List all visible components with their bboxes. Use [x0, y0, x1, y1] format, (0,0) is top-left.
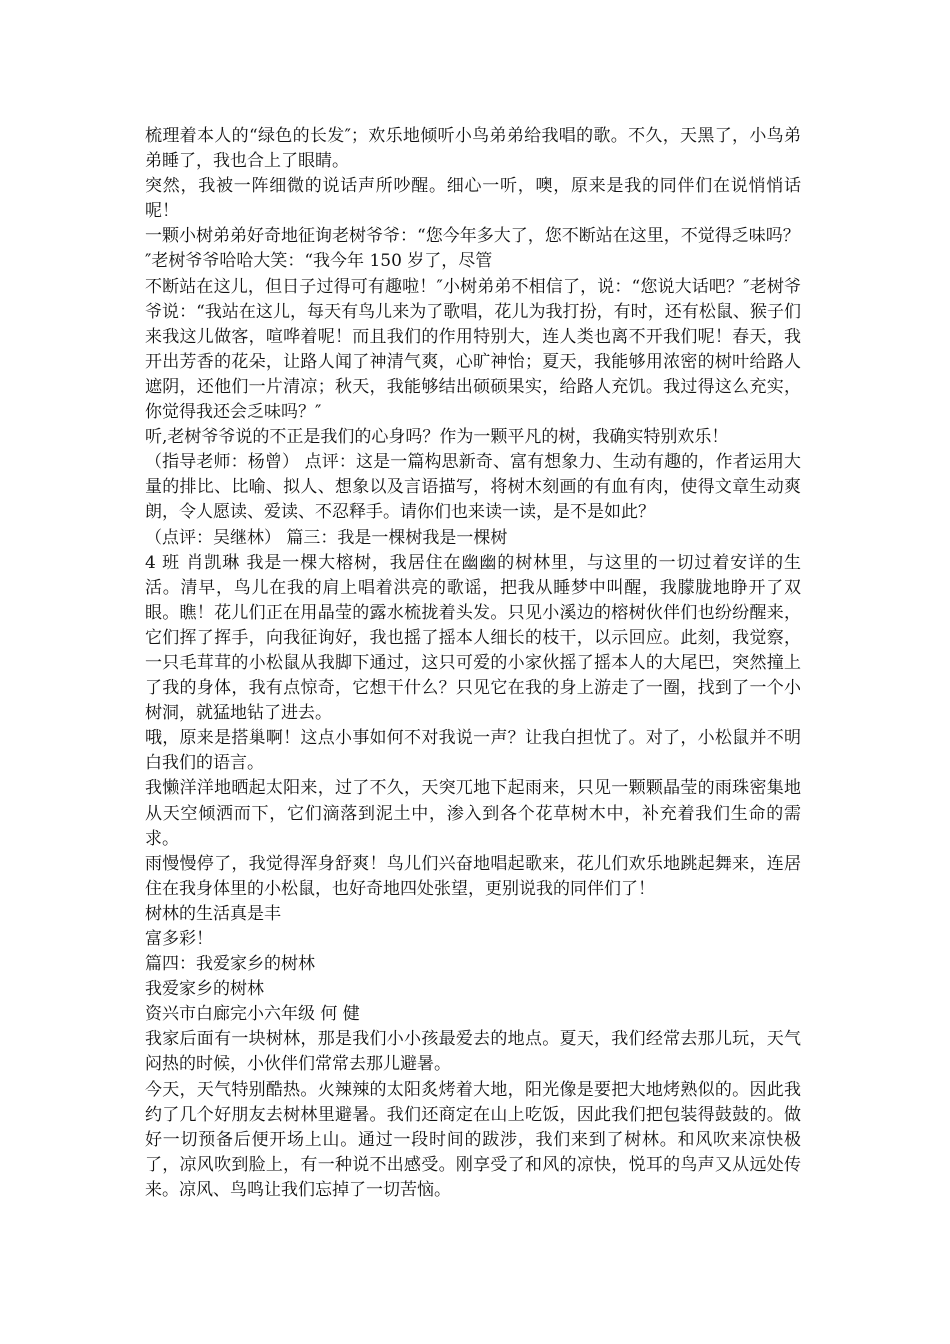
paragraph: 听,老树爷爷说的不正是我们的心身吗？作为一颗平凡的树，我确实特别欢乐！ [145, 427, 729, 448]
article-author: 资兴市白廊完小六年级 何 健 [145, 1004, 360, 1025]
paragraph: 雨慢慢停了，我觉得浑身舒爽！鸟儿们兴奋地唱起歌来，花儿们欢乐地跳起舞来，连居住在我身体里的小松鼠，也好奇地四处张望，更别说我的同伴们了！ [145, 853, 801, 899]
paragraph: 梳理着本人的“绿色的长发″；欢乐地倾听小鸟弟弟给我唱的歌。不久，天黑了，小鸟弟弟睡了，我也合上了眼睛。 [145, 126, 801, 172]
paragraph: 今天，天气特别酷热。火辣辣的太阳炙烤着大地，阳光像是要把大地烤熟似的。因此我约了几个好朋友去树林里避暑。我们还商定在山上吃饭，因此我们把包装得鼓鼓的。做好一切预备后便开场上山。通过一段时间的跋涉，我们来到了树林。和风吹来凉快极了，凉风吹到脸上，有一种说不出感受。刚享受了和风的凉快，悦耳的鸟声又从远处传来。凉风、鸟鸣让我们忘掉了一切苦恼。 [145, 1079, 801, 1200]
paragraph: 突然，我被一阵细微的说话声所吵醒。细心一听，噢，原来是我的同伴们在说悄悄话呢！ [145, 176, 801, 222]
document-body [145, 124, 801, 1203]
paragraph: 不断站在这儿，但日子过得可有趣啦！″小树弟弟不相信了，说：“您说大话吧？″老树爷爷说：“我站在这儿，每天有鸟儿来为了歌唱，花儿为我打扮，有时，还有松鼠、猴子们来我这儿做客，喧哗着呢！而且我们的作用特别大，连人类也离不开我们呢！春天，我开出芳香的花朵，让路人闻了神清气爽，心旷神怡；夏天，我能够用浓密的树叶给路人遮阴，还他们一片清凉；秋天，我能够结出硕硕果实，给路人充饥。我过得这么充实，你觉得我还会乏味吗？″ [145, 276, 801, 423]
section-heading: 篇四：我爱家乡的树林 [145, 954, 315, 975]
paragraph: 我家后面有一块树林，那是我们小小孩最爱去的地点。夏天，我们经常去那儿玩，天气闷热的时候，小伙伴们常常去那儿避暑。 [145, 1029, 801, 1075]
paragraph: 树林的生活真是丰 [145, 903, 281, 924]
section-heading: （点评：吴继林） 篇三：我是一棵树我是一棵树 [145, 527, 508, 548]
paragraph: （指导老师：杨曾） 点评：这是一篇构思新奇、富有想象力、生动有趣的，作者运用大量的排比、比喻、拟人、想象以及言语描写，将树木刻画的有血有肉，使得文章生动爽朗，令人愿读、爱读、不忍释手。请你们也来读一读，是不是如此？ [145, 452, 801, 523]
paragraph: 我懒洋洋地晒起太阳来，过了不久，天突兀地下起雨来，只见一颗颗晶莹的雨珠密集地从天空倾洒而下，它们滴落到泥土中，渗入到各个花草树木中，补充着我们生命的需求。 [145, 778, 801, 849]
paragraph: 4 班 肖凯琳 我是一棵大榕树，我居住在幽幽的树林里，与这里的一切过着安详的生活。清早，鸟儿在我的肩上唱着洪亮的歌谣，把我从睡梦中叫醒，我朦胧地睁开了双眼。瞧！花儿们正在用晶莹的露水梳拢着头发。只见小溪边的榕树伙伴们也纷纷醒来，它们挥了挥手，向我征询好，我也摇了摇本人细长的枝干，以示回应。此刻，我觉察，一只毛茸茸的小松鼠从我脚下通过，这只可爱的小家伙摇了摇本人的大尾巴，突然撞上了我的身体，我有点惊奇，它想干什么？只见它在我的身上游走了一圈，找到了一个小树洞，就猛地钻了进去。 [145, 552, 801, 724]
paragraph: 富多彩！ [145, 929, 213, 949]
paragraph: 哦，原来是搭巢啊！这点小事如何不对我说一声？让我白担忧了。对了，小松鼠并不明白我们的语言。 [145, 728, 801, 774]
article-title: 我爱家乡的树林 [145, 979, 264, 1000]
paragraph: 一颗小树弟弟好奇地征询老树爷爷：“您今年多大了，您不断站在这里，不觉得乏味吗？″老树爷爷哈哈大笑：“我今年 150 岁了，尽管 [145, 226, 800, 272]
